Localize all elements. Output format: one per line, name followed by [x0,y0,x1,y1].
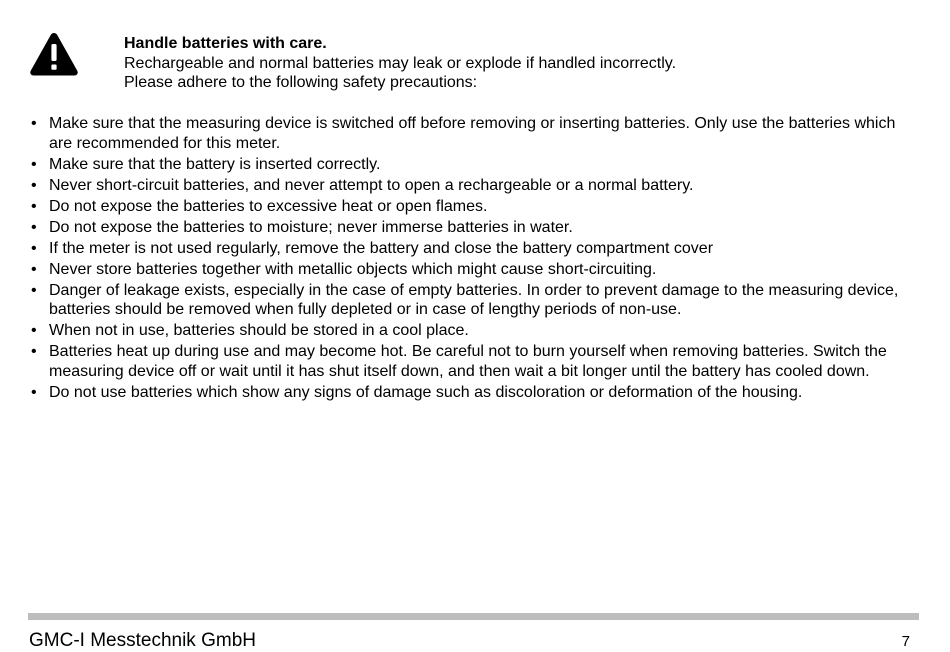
list-item [0,155,900,175]
notice-line: Please adhere to the following safety precautions: [124,74,478,91]
notice-title: Handle batteries with care. [124,35,327,52]
list-item [0,239,900,259]
list-item-text: Never store batteries together with metallic objects which might cause short-circuiting. [49,260,657,278]
list-item [0,197,900,217]
bullet-icon: • [31,239,37,257]
list-item [0,260,900,280]
bullet-icon: • [31,343,37,360]
list-item-text: When not in use, batteries should be stored in a cool place. [49,322,469,339]
notice-line: Rechargeable and normal batteries may leak or explode if handled incorrectly. [124,54,677,72]
bullet-icon: • [31,176,37,194]
list-item [0,321,900,341]
bullet-icon: • [31,115,37,132]
list-item [0,176,900,196]
precautions-list [0,114,900,404]
list-item [0,383,900,403]
warning-triangle-icon [29,31,79,77]
list-item-text: Make sure that the measuring device is switched off before removing or inserting batteries. Only use the batteries which are recommended for this meter. [49,115,896,152]
list-item [0,114,900,153]
list-item [0,342,900,381]
footer-divider [28,613,919,620]
bullet-icon: • [31,197,37,215]
list-item-text: Batteries heat up during use and may become hot. Be careful not to burn yourself when removing batteries. Switch the measuring device off or wait until it has shut itself down, and then wait a bit longer until the battery has cooled down. [49,343,887,380]
notice-block [124,34,676,93]
bullet-icon: • [31,155,37,173]
list-item-text: Danger of leakage exists, especially in the case of empty batteries. In order to prevent damage to the measuring device, batteries should be removed when fully depleted or in case of lengthy periods of non-use. [49,281,899,318]
list-item [0,218,900,238]
bullet-icon: • [31,218,37,236]
list-item-text: Make sure that the battery is inserted correctly. [49,155,381,173]
bullet-icon: • [31,281,37,299]
list-item-text: If the meter is not used regularly, remove the battery and close the battery compartment cover [49,239,714,257]
list-item [0,281,900,320]
bullet-icon: • [31,322,37,339]
footer-company: GMC-I Messtechnik GmbH [29,630,256,651]
list-item-text: Do not expose the batteries to excessive heat or open flames. [49,197,488,215]
page-number: 7 [901,633,910,650]
list-item-text: Do not use batteries which show any signs of damage such as discoloration or deformation of the housing. [49,383,803,401]
list-item-text: Never short-circuit batteries, and never attempt to open a rechargeable or a normal battery. [49,176,694,194]
bullet-icon: • [31,383,37,401]
list-item-text: Do not expose the batteries to moisture; never immerse batteries in water. [49,218,573,236]
bullet-icon: • [31,260,37,278]
